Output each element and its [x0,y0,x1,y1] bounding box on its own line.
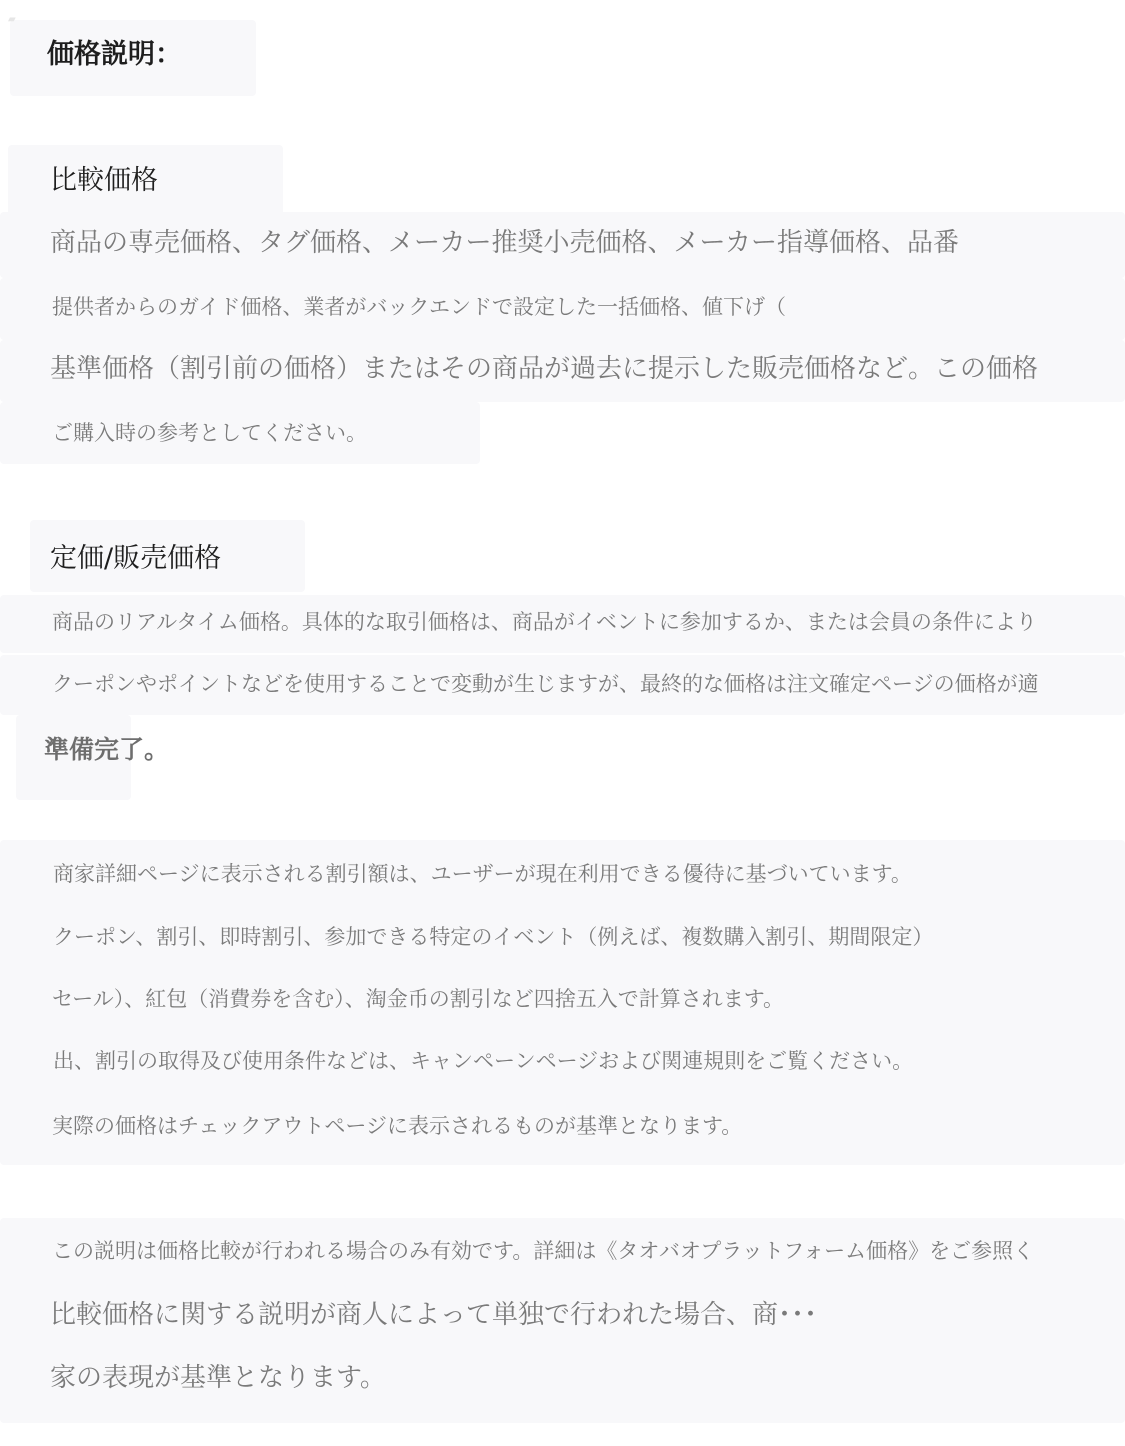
discount-line-5: 実際の価格はチェックアウトページに表示されるものが基準となります。 [52,1114,743,1138]
footer-line-2: 比較価格に関する説明が商人によって単独で行われた場合、商･･･ [50,1300,818,1330]
discount-line-1: 商家詳細ページに表示される割引額は、ユーザーが現在利用できる優待に基づいています。 [53,862,912,886]
compare-heading: 比較価格 [50,165,158,196]
selling-line-1: 商品のリアルタイム価格。具体的な取引価格は、商品がイベントに参加するか、または会員の条件により [52,610,1037,634]
selling-heading: 定価/販売価格 [50,543,222,574]
selling-line-2: クーポンやポイントなどを使用することで変動が生じますが、最終的な価格は注文確定ページの価格が適 [52,672,1039,696]
compare-line-4: ご購入時の参考としてください。 [52,421,367,445]
discount-line-2: クーポン、割引、即時割引、参加できる特定のイベント（例えば、複数購入割引、期間限定） [53,925,934,949]
discount-line-4: 出、割引の取得及び使用条件などは、キャンペーンページおよび関連規則をご覧ください。 [53,1049,914,1073]
discount-line-3: セール）、紅包（消費券を含む）、淘金币の割引など四捨五入で計算されます。 [52,987,785,1011]
compare-line-3: 基準価格（割引前の価格）またはその商品が過去に提示した販売価格など。この価格 [50,354,1039,384]
compare-line-1: 商品の専売価格、タグ価格、メーカー推奨小売価格、メーカー指導価格、品番 [50,228,959,258]
compare-line-2: 提供者からのガイド価格、業者がバックエンドで設定した一括価格、値下げ（ [52,295,786,319]
corner-mark: ▰ [8,14,16,25]
footer-line-3: 家の表現が基準となります。 [50,1363,386,1393]
footer-line-1: この説明は価格比較が行われる場合のみ有効です。詳細は《タオバオプラットフォーム価格》をご参照く [52,1239,1035,1263]
selling-note: 準備完了。 [44,735,170,764]
page-title: 価格説明： [47,39,182,70]
